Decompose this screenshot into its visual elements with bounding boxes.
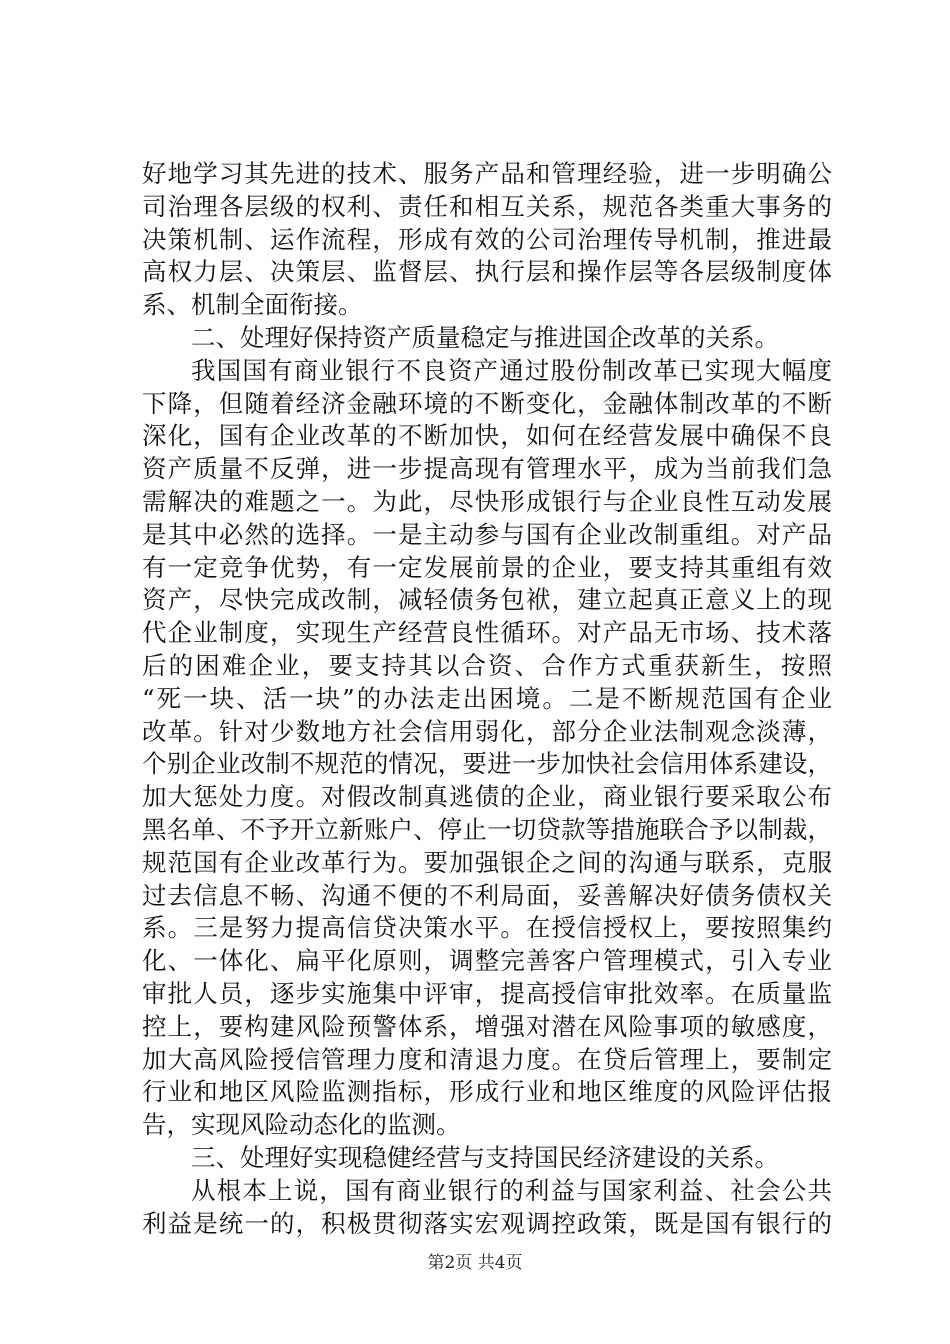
text-line: 是其中必然的选择。一是主动参与国有企业改制重组。对产品 xyxy=(142,519,832,549)
text-line: 改革。针对少数地方社会信用弱化，部分企业法制观念淡薄， xyxy=(142,716,832,746)
text-line: 加大惩处力度。对假改制真逃债的企业，商业银行要采取公布 xyxy=(142,782,832,812)
text-line: 控上，要构建风险预警体系，增强对潜在风险事项的敏感度， xyxy=(142,1011,832,1041)
text-line: 系。三是努力提高信贷决策水平。在授信授权上，要按照集约 xyxy=(142,913,832,943)
text-line: 司治理各层级的权利、责任和相互关系，规范各类重大事务的 xyxy=(142,191,832,221)
text-line: 过去信息不畅、沟通不便的不利局面，妥善解决好债务债权关 xyxy=(142,880,832,910)
text-line: 好地学习其先进的技术、服务产品和管理经验，进一步明确公 xyxy=(142,159,832,188)
text-line: 利益是统一的，积极贯彻落实宏观调控政策，既是国有银行的 xyxy=(142,1208,832,1238)
text-line: 二、处理好保持资产质量稳定与推进国企改革的关系。 xyxy=(191,322,779,352)
text-line: 告，实现风险动态化的监测。 xyxy=(142,1110,461,1140)
text-line: 决策机制、运作流程，形成有效的公司治理传导机制，推进最 xyxy=(142,224,832,254)
text-line: 规范国有企业改革行为。要加强银企之间的沟通与联系，克服 xyxy=(142,847,832,877)
text-line: 审批人员，逐步实施集中评审，提高授信审批效率。在质量监 xyxy=(142,978,832,1008)
text-line: 黑名单、不予开立新账户、停止一切贷款等措施联合予以制裁， xyxy=(142,814,832,844)
text-line: 行业和地区风险监测指标，形成行业和地区维度的风险评估报 xyxy=(142,1077,832,1107)
text-line: 我国国有商业银行不良资产通过股份制改革已实现大幅度 xyxy=(191,355,832,385)
text-line: 高权力层、决策层、监督层、执行层和操作层等各层级制度体 xyxy=(142,257,832,287)
text-line: 有一定竞争优势，有一定发展前景的企业，要支持其重组有效 xyxy=(142,552,832,582)
document-body xyxy=(142,158,832,1240)
text-line: 化、一体化、扁平化原则，调整完善客户管理模式，引入专业 xyxy=(142,946,832,976)
text-line: 深化，国有企业改革的不断加快，如何在经营发展中确保不良 xyxy=(142,421,832,451)
text-line: 资产，尽快完成改制，减轻债务包袱，建立起真正意义上的现 xyxy=(142,585,832,615)
text-line: 下降，但随着经济金融环境的不断变化，金融体制改革的不断 xyxy=(142,388,832,418)
text-line: 代企业制度，实现生产经营良性循环。对产品无市场、技术落 xyxy=(142,618,832,648)
text-line: 从根本上说，国有商业银行的利益与国家利益、社会公共 xyxy=(191,1175,832,1205)
text-line: “死一块、活一块”的办法走出困境。二是不断规范国有企业 xyxy=(142,683,832,713)
text-line: 系、机制全面衔接。 xyxy=(142,290,363,320)
text-line: 资产质量不反弹，进一步提高现有管理水平，成为当前我们急 xyxy=(142,454,832,484)
text-line: 需解决的难题之一。为此，尽快形成银行与企业良性互动发展 xyxy=(142,486,832,516)
text-line: 三、处理好实现稳健经营与支持国民经济建设的关系。 xyxy=(191,1142,779,1172)
text-line: 后的困难企业，要支持其以合资、合作方式重获新生，按照 xyxy=(142,650,832,680)
text-line: 个别企业改制不规范的情况，要进一步加快社会信用体系建设， xyxy=(142,749,832,779)
text-line: 加大高风险授信管理力度和清退力度。在贷后管理上，要制定 xyxy=(142,1044,832,1074)
page-footer: 第2页 共4页 xyxy=(427,1253,523,1273)
